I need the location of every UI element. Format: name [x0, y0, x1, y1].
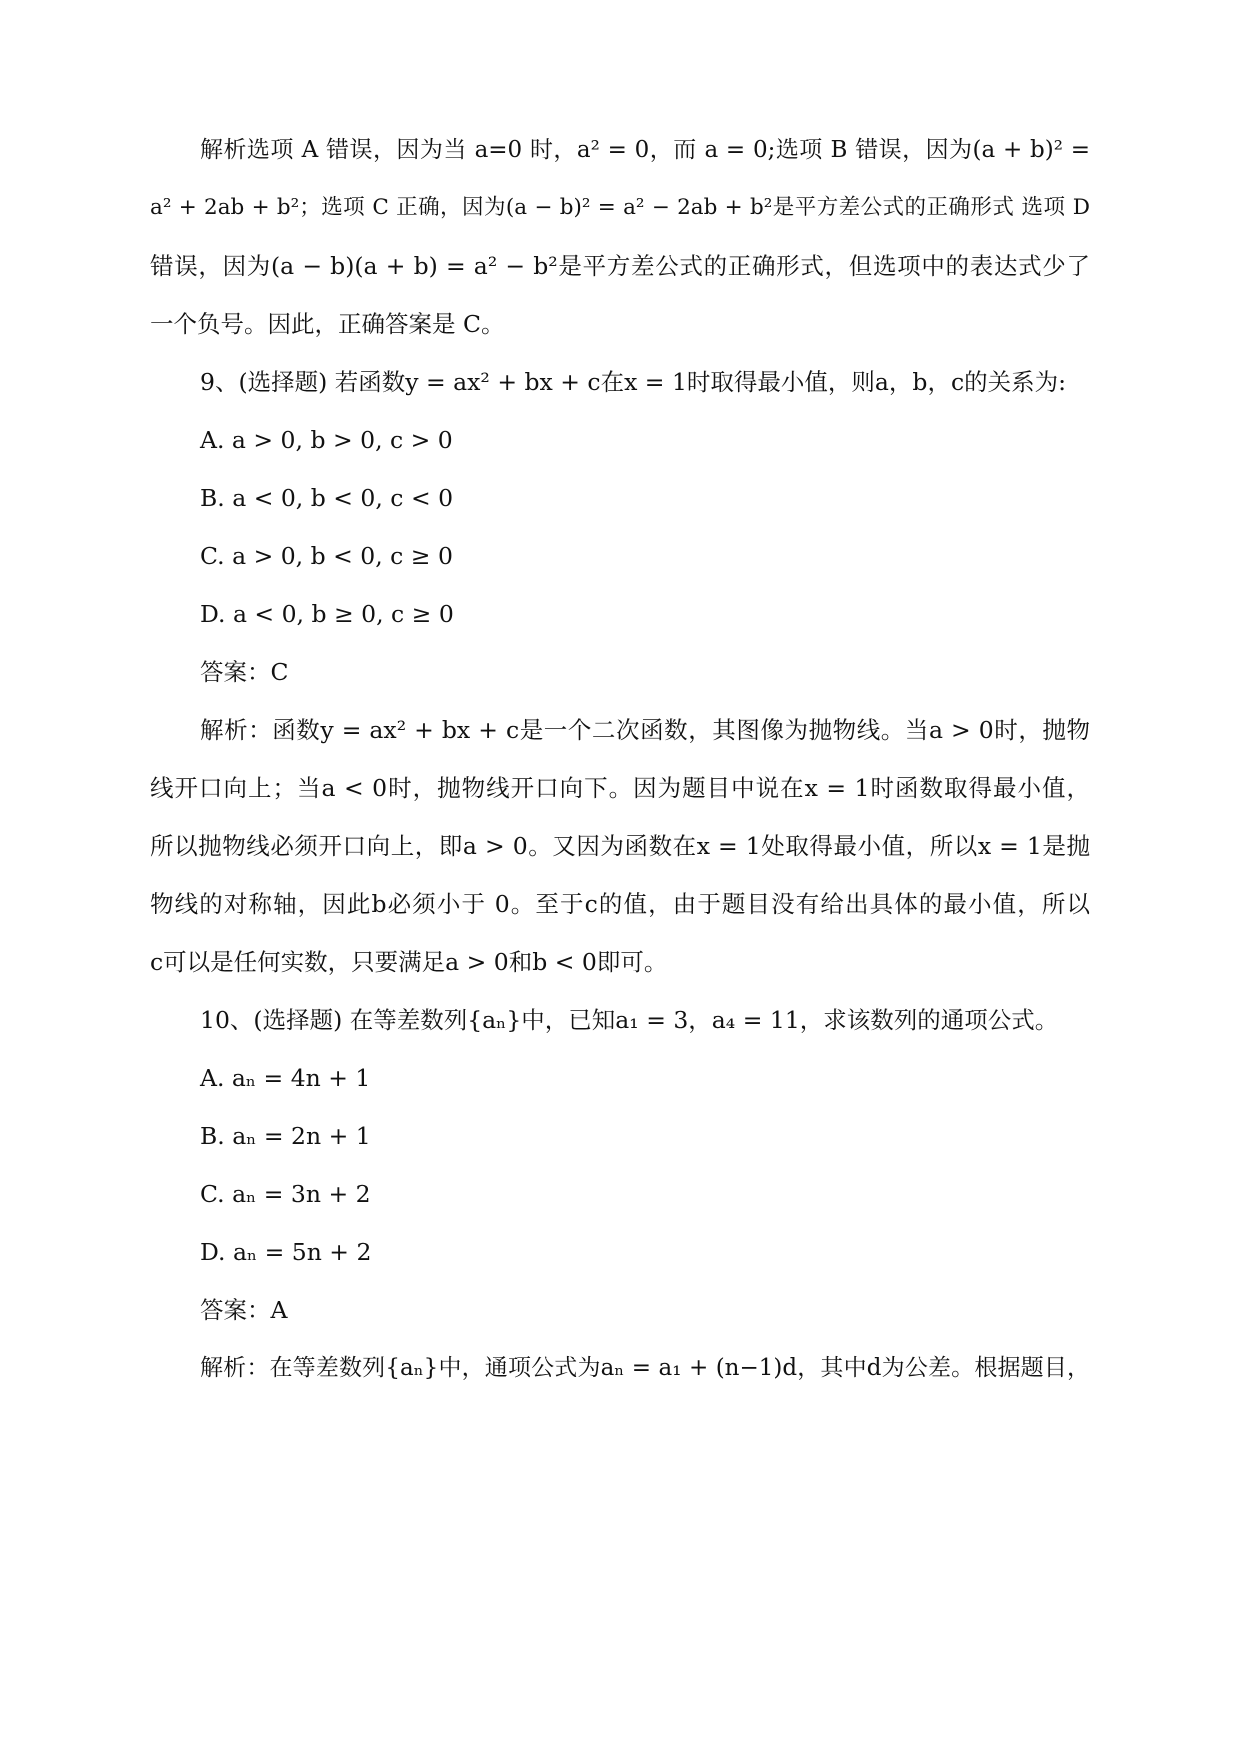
question-9-option-a: A. a > 0, b > 0, c > 0: [200, 426, 453, 454]
question-9-analysis: 物线的对称轴，因此b必须小于 0。至于c的值，由于题目没有给出具体的最小值，所以: [150, 890, 1090, 918]
question-9-answer: 答案：C: [200, 658, 289, 686]
question-9-option-b: B. a < 0, b < 0, c < 0: [200, 484, 454, 512]
question-9-analysis: 所以抛物线必须开口向上，即a > 0。又因为函数在x = 1处取得最小值，所以x = 1是抛: [150, 832, 1090, 860]
text-line: 解析选项 A 错误，因为当 a=0 时，a² = 0，而 a = 0;选项 B 错误，因为(a + b)² =: [200, 137, 1090, 163]
question-9-analysis: c可以是任何实数，只要满足a > 0和b < 0即可。: [150, 948, 668, 976]
question-9-option-d: D. a < 0, b ≥ 0, c ≥ 0: [200, 600, 454, 628]
question-9-option-c: C. a > 0, b < 0, c ≥ 0: [200, 542, 453, 570]
text-line: 一个负号。因此，正确答案是 C。: [150, 310, 505, 338]
question-10-answer: 答案：A: [200, 1296, 288, 1324]
question-9-analysis: 线开口向上；当a < 0时，抛物线开口向下。因为题目中说在x = 1时函数取得最小值，: [150, 774, 1090, 802]
question-10-option-c: C. aₙ = 3n + 2: [200, 1180, 371, 1208]
question-9-title: 9、(选择题) 若函数y = ax² + bx + c在x = 1时取得最小值，则a，b，c的关系为:: [200, 368, 1067, 396]
text-line: 错误，因为(a − b)(a + b) = a² − b²是平方差公式的正确形式，但选项中的表达式少了: [150, 252, 1090, 280]
question-10-option-b: B. aₙ = 2n + 1: [200, 1122, 371, 1150]
question-9-analysis: 解析：函数y = ax² + bx + c是一个二次函数，其图像为抛物线。当a > 0时，抛物: [200, 716, 1090, 744]
text-line: a² + 2ab + b²；选项 C 正确，因为(a − b)² = a² − 2ab + b²是平方差公式的正确形式 选项 D: [150, 195, 1090, 220]
question-10-option-a: A. aₙ = 4n + 1: [200, 1064, 371, 1092]
question-10-analysis: 解析：在等差数列{aₙ}中，通项公式为aₙ = a₁ + (n−1)d，其中d为公差。根据题目，: [200, 1355, 1090, 1381]
question-10-title: 10、(选择题) 在等差数列{aₙ}中，已知a₁ = 3，a₄ = 11，求该数列的通项公式。: [200, 1006, 1059, 1034]
question-10-option-d: D. aₙ = 5n + 2: [200, 1238, 372, 1266]
